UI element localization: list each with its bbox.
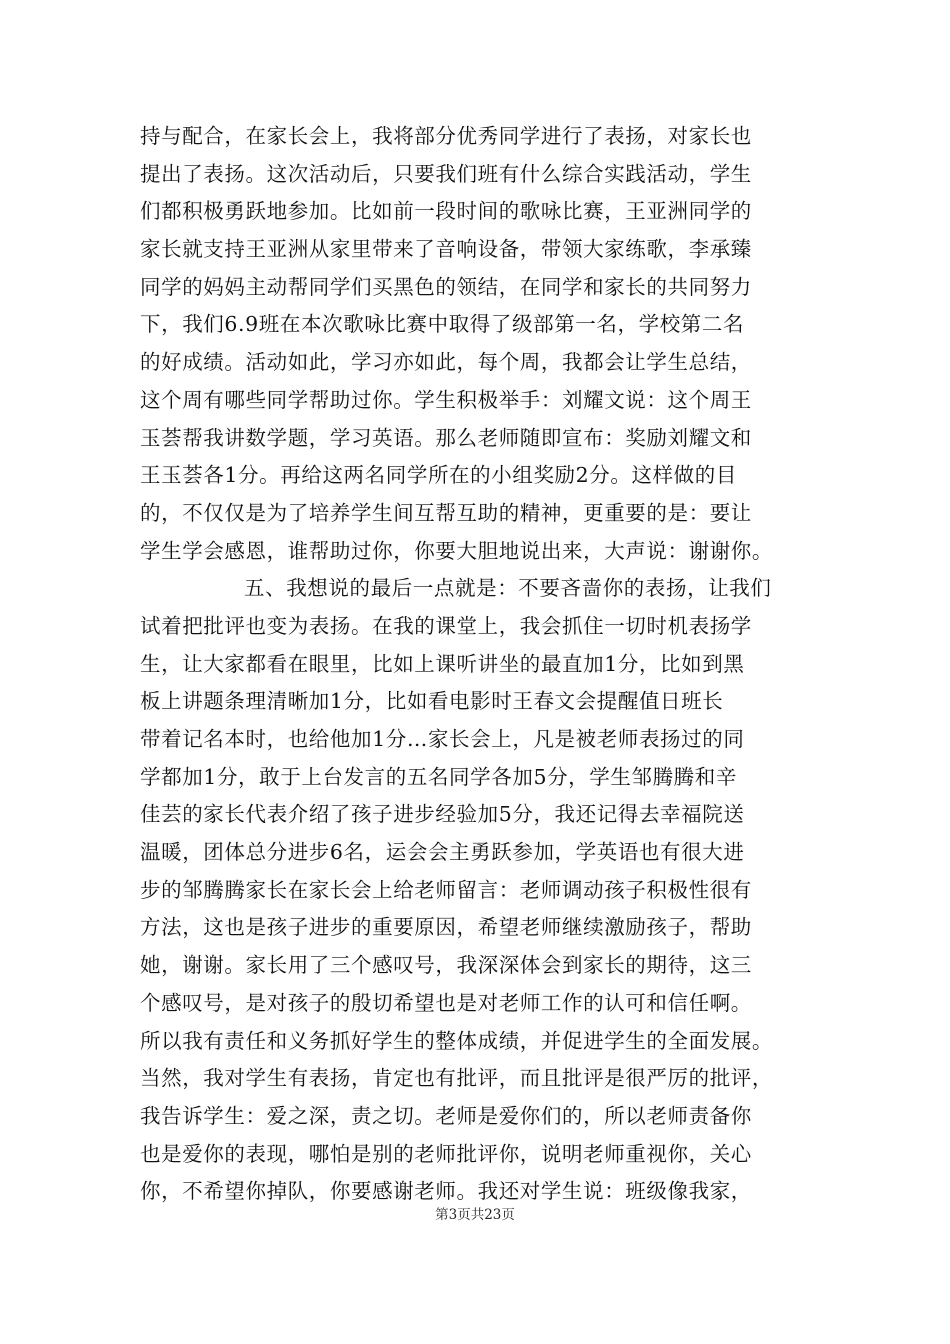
text-line: 的好成绩。活动如此，学习亦如此，每个周，我都会让学生总结， [140,350,752,375]
text-line: 个感叹号，是对孩子的殷切希望也是对老师工作的认可和信任啊。 [140,990,752,1015]
page-footer [0,1206,950,1224]
text-line: 当然，我对学生有表扬，肯定也有批评，而且批评是很严厉的批评， [140,1066,773,1091]
text-line: 家长就支持王亚洲从家里带来了音响设备，带领大家练歌，李承臻 [140,237,752,262]
text-line: 也是爱你的表现，哪怕是别的老师批评你，说明老师重视你，关心 [140,1141,752,1166]
text-line: 玉荟帮我讲数学题，学习英语。那么老师随即宣布：奖励刘耀文和 [140,425,752,450]
text-line: 王玉荟各1分。再给这两名同学所在的小组奖励2分。这样做的目 [140,463,737,488]
text-line: 下，我们6.9班在本次歌咏比赛中取得了级部第一名，学校第二名 [140,312,745,337]
text-line: 带着记名本时，也给他加1分…家长会上，凡是被老师表扬过的同 [140,727,745,751]
text-line: 提出了表扬。这次活动后，只要我们班有什么综合实践活动，学生 [140,161,752,186]
text-line: 温暖，团体总分进步6名，运会会主勇跃参加，学英语也有很大进 [140,840,745,865]
text-line: 步的邹腾腾家长在家长会上给老师留言：老师调动孩子积极性很有 [140,877,752,902]
text-line: 所以我有责任和义务抓好学生的整体成绩，并促进学生的全面发展。 [140,1028,773,1053]
text-line: 我告诉学生：爱之深，责之切。老师是爱你们的，所以老师责备你 [140,1103,752,1128]
body-text [140,118,840,1211]
text-line: 你，不希望你掉队，你要感谢老师。我还对学生说：班级像我家， [140,1179,752,1204]
text-line: 板上讲题条理清晰加1分，比如看电影时王春文会提醒值日班长 [140,689,724,714]
text-line: 她，谢谢。家长用了三个感叹号，我深深体会到家长的期待，这三 [140,953,752,978]
page-number: 第3页共23页 [435,1207,515,1223]
text-line: 佳芸的家长代表介绍了孩子进步经验加5分，我还记得去幸福院送 [140,802,745,827]
text-line: 试着把批评也变为表扬。在我的课堂上，我会抓住一切时机表扬学 [140,613,752,638]
text-line: 方法，这也是孩子进步的重要原因，希望老师继续激励孩子，帮助 [140,915,752,940]
text-line: 生，让大家都看在眼里，比如上课听讲坐的最直加1分，比如到黑 [140,651,745,676]
text-line: 这个周有哪些同学帮助过你。学生积极举手：刘耀文说：这个周王 [140,387,752,412]
text-line: 同学的妈妈主动帮同学们买黑色的领结，在同学和家长的共同努力 [140,274,752,299]
text-line: 的，不仅仅是为了培养学生间互帮互助的精神，更重要的是：要让 [140,500,752,525]
text-line: 学都加1分，敢于上台发言的五名同学各加5分，学生邹腾腾和辛 [140,764,737,789]
section-heading-line: 五、我想说的最后一点就是：不要吝啬你的表扬，让我们 [244,576,772,601]
text-line: 持与配合，在家长会上，我将部分优秀同学进行了表扬，对家长也 [140,124,752,148]
text-line: 学生学会感恩，谁帮助过你，你要大胆地说出来，大声说：谢谢你。 [140,538,773,563]
text-line: 们都积极勇跃地参加。比如前一段时间的歌咏比赛，王亚洲同学的 [140,199,752,224]
